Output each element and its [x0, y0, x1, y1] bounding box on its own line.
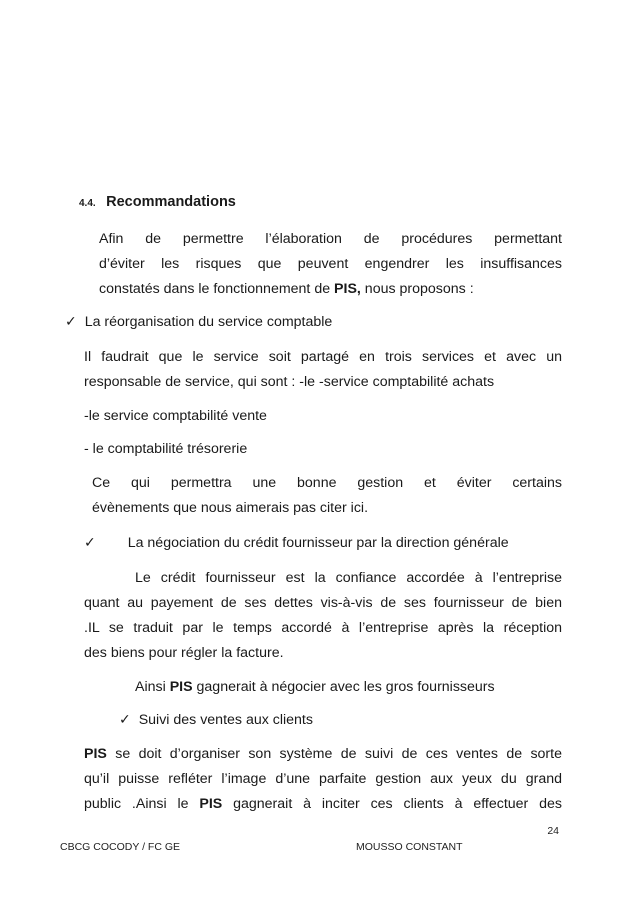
intro-line-3: constatés dans le fonctionnement de PIS, nous proposons :: [99, 281, 474, 297]
item3-line-3: public .Ainsi le PIS gagnerait à inciter ces clients à effectuer des: [84, 796, 562, 812]
company-name: PIS,: [334, 281, 361, 297]
company-name: PIS: [84, 746, 107, 762]
item1-heading: [65, 314, 332, 330]
item3-line-1: PIS se doit d’organiser son système de suivi de ces ventes de sorte: [84, 746, 562, 762]
company-name: PIS: [199, 796, 223, 812]
checkmark-icon: ✓: [65, 314, 77, 330]
item1-line-4: - le comptabilité trésorerie: [84, 441, 248, 457]
item2-line-2: quant au payement de ses dettes vis-à-vis de ses fournisseur de bien: [84, 595, 562, 611]
company-name: PIS: [169, 679, 193, 695]
footer-right: MOUSSO CONSTANT: [356, 841, 463, 853]
item1-line-1: Il faudrait que le service soit partagé en trois services et avec un: [84, 349, 562, 365]
item2-title: La négociation du crédit fournisseur par la direction générale: [127, 535, 509, 551]
section-title: Recommandations: [106, 194, 236, 210]
checkmark-icon: ✓: [84, 535, 96, 551]
section-number: 4.4.: [79, 198, 96, 209]
item3-title: Suivi des ventes aux clients: [138, 712, 313, 728]
item2-heading: [84, 535, 509, 551]
item2-line-3: .IL se traduit par le temps accordé à l’entreprise après la réception: [84, 620, 562, 636]
item1-line-5: Ce qui permettra une bonne gestion et éviter certains: [92, 475, 562, 491]
item1-line-6: évènements que nous aimerais pas citer ici.: [92, 500, 369, 516]
item1-line-3: -le service comptabilité vente: [84, 408, 267, 424]
intro-line-1: Afin de permettre l’élaboration de procédures permettant: [99, 231, 562, 247]
intro-line-2: d’éviter les risques que peuvent engendrer les insuffisances: [99, 256, 562, 272]
item3-line-2: qu’il puisse refléter l’image d’une parfaite gestion aux yeux du grand: [84, 771, 562, 787]
item3-heading: [119, 712, 313, 728]
section-heading: [79, 193, 236, 211]
item1-title: La réorganisation du service comptable: [84, 314, 333, 330]
item2-line-5: Ainsi PIS gagnerait à négocier avec les gros fournisseurs: [135, 679, 495, 695]
item1-line-2: responsable de service, qui sont : -le -service comptabilité achats: [84, 374, 495, 390]
footer-left: CBCG COCODY / FC GE: [60, 841, 180, 853]
item2-line-1: Le crédit fournisseur est la confiance accordée à l’entreprise: [135, 570, 562, 586]
checkmark-icon: ✓: [119, 712, 131, 728]
item2-line-4: des biens pour régler la facture.: [84, 645, 284, 661]
page-number: 24: [547, 825, 559, 837]
